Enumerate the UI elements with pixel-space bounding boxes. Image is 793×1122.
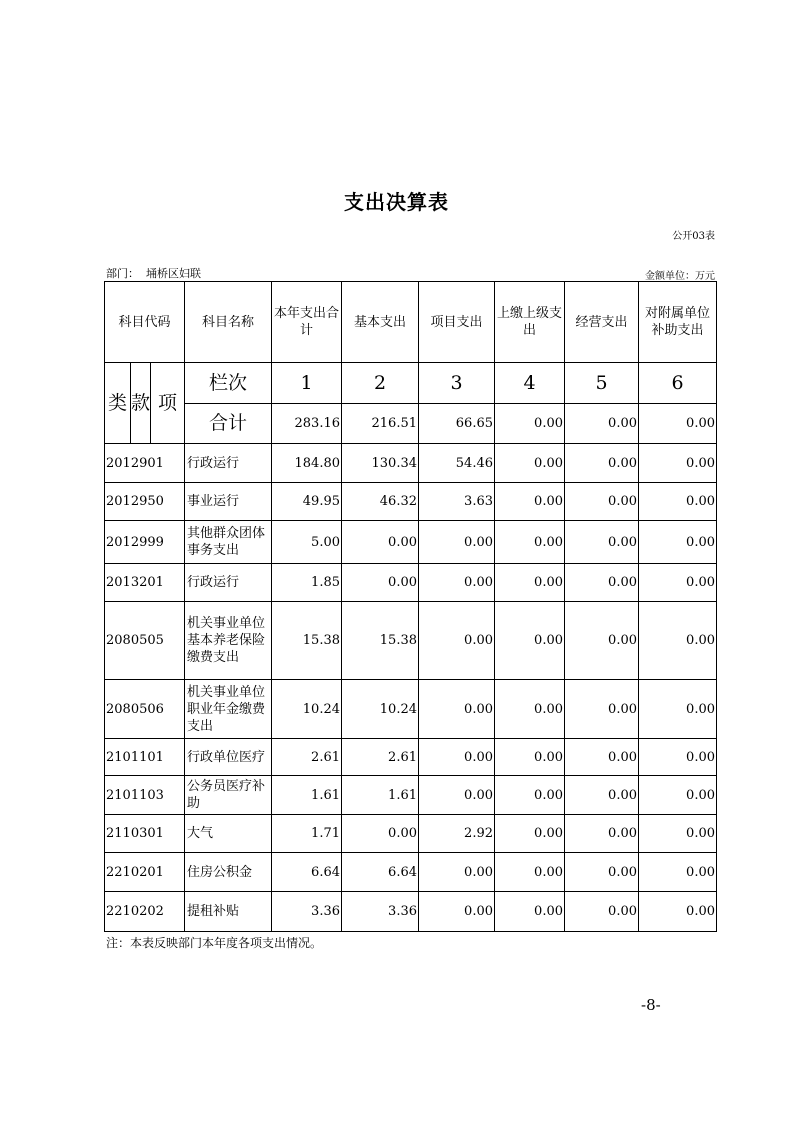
amount-cell: 6.64 [342,853,419,892]
column-number: 6 [639,363,717,404]
header-code: 科目代码 [105,282,185,363]
amount-cell: 0.00 [495,815,565,853]
amount-cell: 0.00 [639,776,717,815]
amount-cell: 0.00 [565,892,639,932]
amount-cell: 0.00 [639,853,717,892]
amount-cell: 0.00 [565,483,639,521]
amount-cell: 0.00 [419,776,495,815]
amount-cell: 0.00 [419,680,495,739]
amount-cell: 0.00 [419,739,495,776]
subject-name: 公务员医疗补助 [185,776,272,815]
amount-cell: 0.00 [495,521,565,564]
amount-cell: 10.24 [342,680,419,739]
amount-cell: 3.36 [342,892,419,932]
amount-cell: 0.00 [565,853,639,892]
header-row [105,282,717,363]
amount-cell: 130.34 [342,444,419,483]
column-number-row [105,363,717,404]
amount-cell: 3.63 [419,483,495,521]
subject-name: 机关事业单位基本养老保险缴费支出 [185,602,272,680]
table-row [105,444,717,483]
amount-cell: 1.61 [342,776,419,815]
amount-cell: 0.00 [495,776,565,815]
table-note: 注：本表反映部门本年度各项支出情况。 [106,936,323,950]
total-value: 0.00 [495,404,565,444]
amount-cell: 46.32 [342,483,419,521]
subject-name: 行政运行 [185,444,272,483]
amount-cell: 0.00 [565,521,639,564]
amount-cell: 0.00 [419,602,495,680]
table-row [105,815,717,853]
amount-cell: 5.00 [272,521,342,564]
total-value: 0.00 [565,404,639,444]
subject-code: 2012901 [105,444,185,483]
amount-cell: 0.00 [419,853,495,892]
amount-cell: 2.61 [342,739,419,776]
amount-cell: 0.00 [495,564,565,602]
total-value: 216.51 [342,404,419,444]
amount-cell: 0.00 [565,564,639,602]
subject-code: 2080505 [105,602,185,680]
amount-cell: 3.36 [272,892,342,932]
column-number: 5 [565,363,639,404]
department-label: 部门： [106,267,139,280]
amount-cell: 0.00 [495,483,565,521]
amount-cell: 0.00 [565,776,639,815]
amount-cell: 0.00 [639,521,717,564]
subject-name: 机关事业单位职业年金缴费支出 [185,680,272,739]
amount-cell: 0.00 [639,564,717,602]
amount-cell: 0.00 [495,853,565,892]
subject-name: 大气 [185,815,272,853]
amount-cell: 2.92 [419,815,495,853]
amount-cell: 6.64 [272,853,342,892]
column-number-label: 栏次 [185,363,272,404]
class-xiang: 项 [151,363,185,444]
amount-unit: 金额单位：万元 [645,271,715,282]
subject-name: 行政运行 [185,564,272,602]
amount-cell: 49.95 [272,483,342,521]
amount-cell: 0.00 [419,564,495,602]
amount-cell: 184.80 [272,444,342,483]
subject-code: 2012999 [105,521,185,564]
amount-cell: 0.00 [342,521,419,564]
class-lei: 类 [105,363,131,444]
table-row [105,602,717,680]
table-row [105,776,717,815]
header-project: 项目支出 [419,282,495,363]
subject-code: 2012950 [105,483,185,521]
header-business: 经营支出 [565,282,639,363]
table-row [105,853,717,892]
amount-cell: 0.00 [639,483,717,521]
amount-cell: 2.61 [272,739,342,776]
amount-cell: 0.00 [342,815,419,853]
amount-cell: 0.00 [565,602,639,680]
header-basic: 基本支出 [342,282,419,363]
subject-name: 提租补贴 [185,892,272,932]
table-row [105,892,717,932]
amount-cell: 1.71 [272,815,342,853]
amount-cell: 0.00 [495,444,565,483]
header-upper: 上缴上级支出 [495,282,565,363]
subject-name: 事业运行 [185,483,272,521]
total-value: 66.65 [419,404,495,444]
amount-cell: 0.00 [342,564,419,602]
amount-cell: 0.00 [495,602,565,680]
amount-cell: 0.00 [639,739,717,776]
subject-code: 2101101 [105,739,185,776]
amount-cell: 0.00 [639,444,717,483]
department-name: 埇桥区妇联 [146,267,201,280]
subject-code: 2210202 [105,892,185,932]
amount-cell: 0.00 [419,521,495,564]
expenditure-table [104,281,717,932]
total-value: 0.00 [639,404,717,444]
header-total: 本年支出合计 [272,282,342,363]
amount-cell: 54.46 [419,444,495,483]
header-name: 科目名称 [185,282,272,363]
amount-cell: 0.00 [495,680,565,739]
amount-cell: 10.24 [272,680,342,739]
subject-code: 2110301 [105,815,185,853]
subject-code: 2013201 [105,564,185,602]
column-number: 4 [495,363,565,404]
subject-name: 住房公积金 [185,853,272,892]
amount-cell: 0.00 [419,892,495,932]
column-number: 2 [342,363,419,404]
amount-cell: 0.00 [495,892,565,932]
subject-name: 其他群众团体事务支出 [185,521,272,564]
amount-cell: 0.00 [639,815,717,853]
amount-cell: 0.00 [639,892,717,932]
amount-cell: 15.38 [342,602,419,680]
amount-cell: 0.00 [639,680,717,739]
amount-cell: 15.38 [272,602,342,680]
class-kuan: 款 [131,363,151,444]
table-row [105,680,717,739]
table-row [105,521,717,564]
page-number: -8- [641,996,661,1014]
amount-cell: 1.61 [272,776,342,815]
subject-code: 2210201 [105,853,185,892]
subject-name: 行政单位医疗 [185,739,272,776]
header-subsidy: 对附属单位补助支出 [639,282,717,363]
amount-cell: 1.85 [272,564,342,602]
column-number: 3 [419,363,495,404]
subject-code: 2101103 [105,776,185,815]
total-label: 合计 [185,404,272,444]
table-row [105,739,717,776]
amount-cell: 0.00 [639,602,717,680]
amount-cell: 0.00 [565,444,639,483]
page-title: 支出决算表 [344,190,449,214]
table-row [105,564,717,602]
total-value: 283.16 [272,404,342,444]
amount-cell: 0.00 [565,815,639,853]
form-number: 公开03表 [672,231,715,242]
table-row [105,483,717,521]
amount-cell: 0.00 [565,739,639,776]
department-line [106,265,201,281]
total-row [105,404,717,444]
amount-cell: 0.00 [495,739,565,776]
column-number: 1 [272,363,342,404]
subject-code: 2080506 [105,680,185,739]
amount-cell: 0.00 [565,680,639,739]
